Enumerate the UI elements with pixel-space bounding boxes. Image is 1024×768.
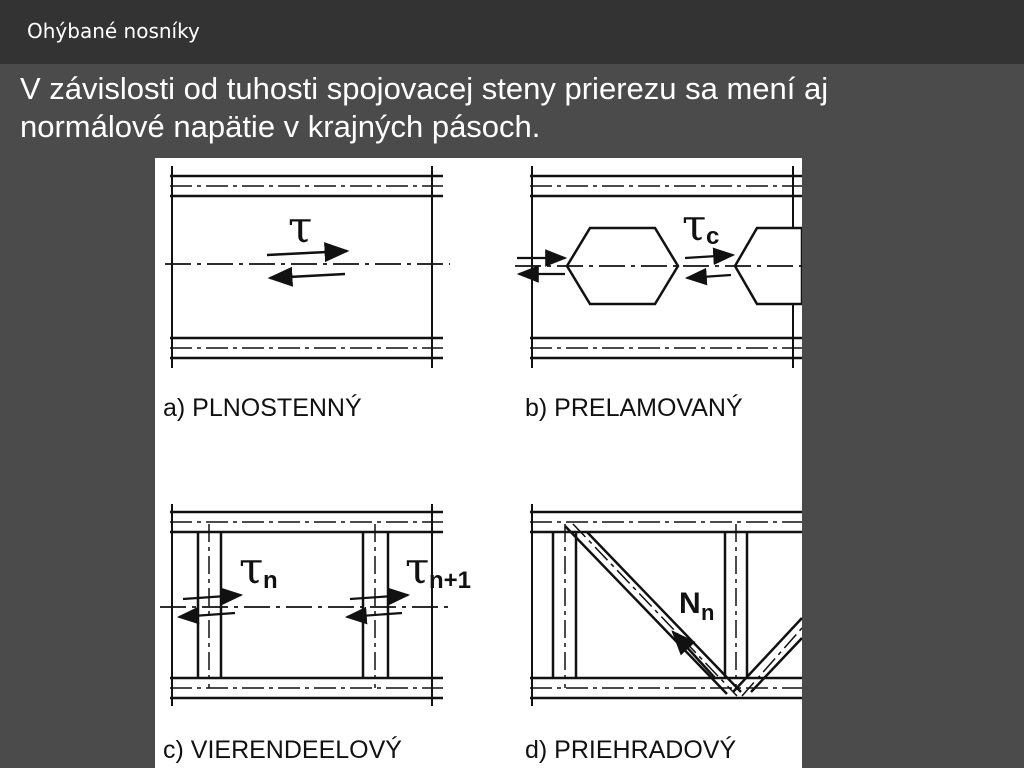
panel-d-force-subscript: n [701, 600, 715, 625]
panel-d-truss-beam [530, 504, 802, 706]
panel-a-caption: a) PLNOSTENNÝ [163, 394, 362, 422]
title-bar [0, 0, 1024, 64]
heading-line-2: normálové napätie v krajných pásoch. [20, 109, 541, 144]
panel-b-tau-subscript: c [706, 223, 720, 250]
panel-a-solid-web-beam [165, 166, 450, 368]
heading-line-1: V závislosti od tuhosti spojovacej steny prierezu sa mení aj [20, 71, 829, 106]
panel-b-caption: b) PRELAMOVANÝ [525, 394, 743, 422]
panel-c-vierendeel-beam [160, 504, 450, 706]
slide-heading [20, 70, 1000, 146]
beam-types-diagram [155, 158, 802, 768]
panel-c-tau-n-subscript: n [263, 567, 278, 594]
panel-d-caption: d) PRIEHRADOVÝ [525, 736, 737, 764]
panel-d-force-symbol: N [679, 587, 701, 620]
panel-c-tau-n1-subscript: n+1 [429, 567, 472, 594]
panel-c-tau-n1-symbol: τ [405, 543, 430, 594]
panel-b-tau-symbol: τ [682, 200, 707, 251]
panel-c-tau-n-symbol: τ [239, 543, 264, 594]
panel-b-castellated-beam [515, 166, 802, 368]
beam-types-figure [155, 158, 802, 768]
panel-c-caption: c) VIERENDEELOVÝ [163, 736, 402, 764]
slide-section-title: Ohýbané nosníky [27, 19, 200, 43]
panel-a-tau-symbol: τ [288, 202, 313, 253]
